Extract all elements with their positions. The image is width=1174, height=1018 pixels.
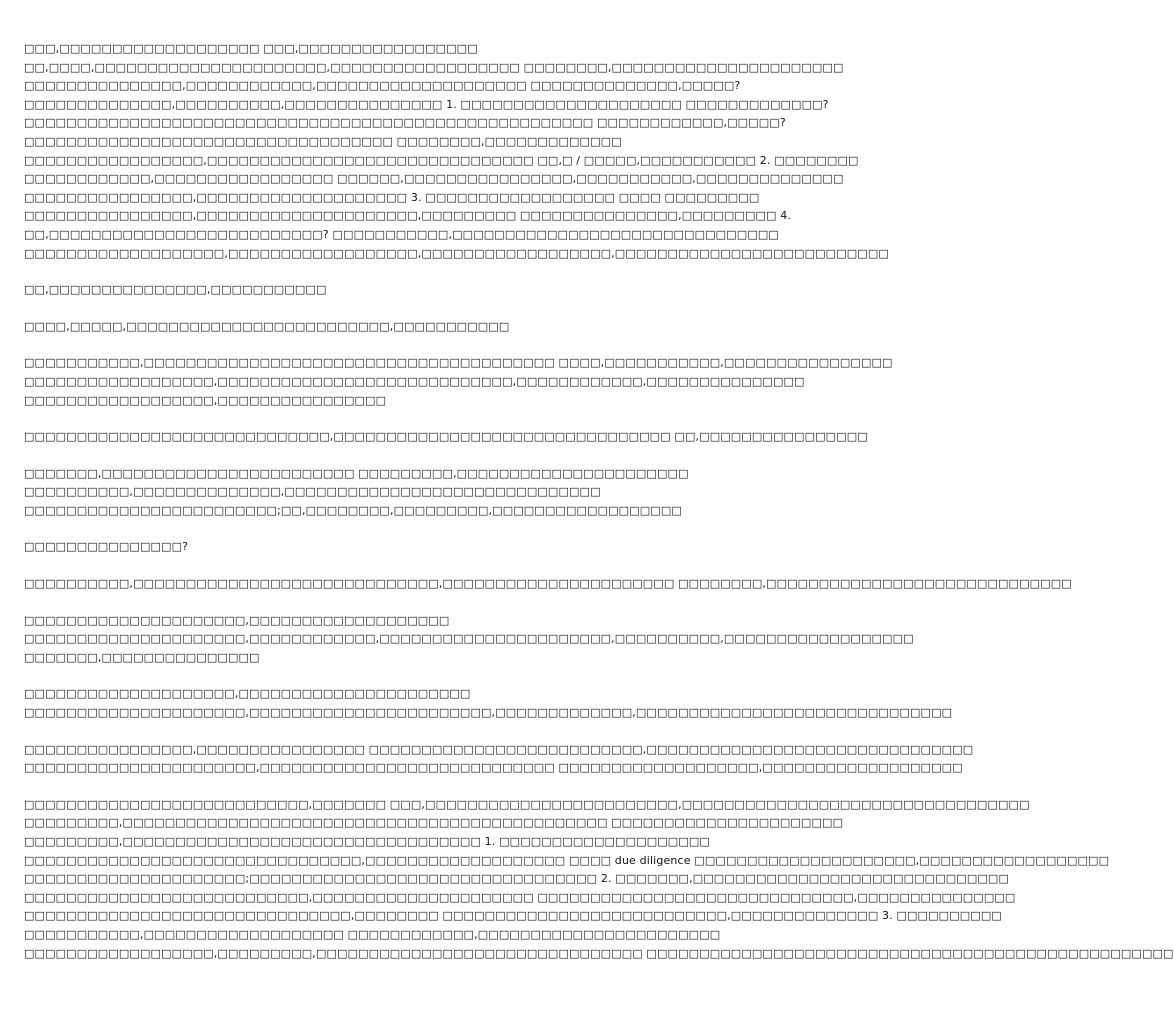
text-line: □□□□□□□□□□□□□□□? [24, 540, 189, 554]
text-line: □□□□□□□□□□□□□□□□□□□,□□□□□□□□□□□□□□□□□□,□□□□□□□□□□□□□□□□□□,□□□□□□□□□□□□□□□□□□□□□□□□□□ [24, 246, 889, 260]
text-line: □□□□□□□,□□□□□□□□□□□□□□□ [24, 650, 260, 664]
text-line: □□□□□□□□□□□□□□□□,□□□□□□□□□□□□□□□□□□□□□,□□□□□□□□□ □□□□□□□□□□□□□□□,□□□□□□□□□ 4. [24, 209, 792, 223]
text-line: □□□□□□□□□□□,□□□□□□□□□□□□□□□□□□□□□□□□□□□□□□□□□□□□□□□ □□□□,□□□□□□□□□□□,□□□□□□□□□□□□□□□□ [24, 356, 893, 370]
paragraph [24, 465, 700, 521]
paragraph [24, 612, 914, 668]
text-line: □□□□□□□□□□□□□□□□□□□□□,□□□□□□□□□□□□,□□□□□□□□□□□□□□□□□□□□□□,□□□□□□□□□□,□□□□□□□□□□□□□□□□□□ [24, 632, 914, 646]
text-line: □□□□□□□□□□□□□□□□□□□□□□□□;□□,□□□□□□□□,□□□□□□□□□,□□□□□□□□□□□□□□□□□□ [24, 503, 682, 517]
text-line: □□□□□□□□□□□□□□□□□,□□□□□□□□□□□□□□□□□□□□□□□□□□□□□□□ □□,□ / □□□□□,□□□□□□□□□□□ 2. □□□□□□□□ [24, 153, 859, 167]
text-line: □□□□□□□□□□□□□□□□□□□□□□□□□□□□□,□□□□□□□□□□□□□□□□□□□□□□□□□□□□□□□□ □□,□□□□□□□□□□□□□□□□ [24, 430, 868, 444]
text-line: □□□□□□□□□□□□□□□□□□□□□□□□□□□□□□□□□□□□□□□□□□□□□□□□□□□□□□ □□□□□□□□□□□□,□□□□□? [24, 116, 786, 130]
text-line: □□□□□□□□□□□□,□□□□□□□□□□□□□□□□□ □□□□□□,□□□□□□□□□□□□□□□□,□□□□□□□□□□□,□□□□□□□□□□□□□□ [24, 172, 844, 186]
text-line: □□□□□□□□□□□□□□□□□□□□□,□□□□□□□□□□□□□□□□□□□□□□□,□□□□□□□□□□□□□,□□□□□□□□□□□□□□□□□□□□□□□□□□□□□□ [24, 706, 953, 720]
paragraph [24, 281, 700, 300]
paragraph [24, 575, 1072, 594]
text-line: □□□□□□□□□□□□□□□□□□□□,□□□□□□□□□□□□□□□□□□□□□□ [24, 687, 471, 701]
paragraph [24, 741, 974, 778]
text-line: □□□□□□□□□□□□□□□□□□,□□□□□□□□□□□□□□□□ [24, 393, 387, 407]
paragraph [24, 354, 893, 410]
text-line: □□□□□□□□□□□□□□□□,□□□□□□□□□□□□□□□□□□□□ 3. □□□□□□□□□□□□□□□□□□ □□□□ □□□□□□□□□ [24, 190, 760, 204]
paragraph [24, 796, 1174, 963]
text-line: □□□□□□□□□□□□□□□□□□□□□□□□□□□□□□□,□□□□□□□□ □□□□□□□□□□□□□□□□□□□□□□□□□□□,□□□□□□□□□□□□□□ 3. □□□□□□□□□□ [24, 909, 1002, 923]
text-line: □□□□□□□□□□□□□□□□□□□□□□□□□□□,□□□□□□□□□□□□□□□□□□□□□ □□□□□□□□□□□□□□□□□□□□□□□□□□□□□□,□□□□□□□□□□□□□□□ [24, 890, 1016, 904]
text-line: □□,□□□□□□□□□□□□□□□□□□□□□□□□□□? □□□□□□□□□□□,□□□□□□□□□□□□□□□□□□□□□□□□□□□□□□□ [24, 227, 779, 241]
text-line: □□□□□□□□□□□□□□□□□□,□□□□□□□□□□□□□□□□□□□□□□□□□□□□,□□□□□□□□□□□□,□□□□□□□□□□□□□□□ [24, 374, 805, 388]
text-line: □□□,□□□□□□□□□□□□□□□□□□□ □□□,□□□□□□□□□□□□□□□□□ [24, 42, 478, 55]
text-line: □□□□□□□□□□□□□□□□□□□□□□□□□□□□□□□□,□□□□□□□□□□□□□□□□□□□ □□□□ due diligence □□□□□□□□□□□□□□□□□□□□□,□□□□□□□□□□□□□□□□□□ [24, 853, 1110, 867]
paragraph [24, 685, 953, 722]
text-line: □□□□□□□□□,□□□□□□□□□□□□□□□□□□□□□□□□□□□□□□□□□□ 1. □□□□□□□□□□□□□□□□□□□□ [24, 835, 710, 848]
text-line: □□□□□□□□□□□□□□□,□□□□□□□□□□□□,□□□□□□□□□□□□□□□□□□□□ □□□□□□□□□□□□□□,□□□□□? [24, 79, 741, 93]
paragraph [24, 40, 889, 263]
text-line: □□□□□□□,□□□□□□□□□□□□□□□□□□□□□□□□ □□□□□□□□□,□□□□□□□□□□□□□□□□□□□□□□ [24, 466, 689, 480]
paragraph [24, 428, 868, 447]
paragraph [24, 538, 700, 557]
text-line: □□□□□□□□□□□□□□□□□□□□□,□□□□□□□□□□□□□□□□□□□ [24, 613, 450, 627]
text-line: □□,□□□□,□□□□□□□□□□□□□□□□□□□□□□,□□□□□□□□□□□□□□□□□□ □□□□□□□□,□□□□□□□□□□□□□□□□□□□□□□ [24, 60, 844, 74]
text-line: □□□□□□□□□□,□□□□□□□□□□□□□□,□□□□□□□□□□□□□□□□□□□□□□□□□□□□□□ [24, 485, 601, 499]
text-line: □□□□□□□□□□□□□□,□□□□□□□□□□,□□□□□□□□□□□□□□□ 1. □□□□□□□□□□□□□□□□□□□□□ □□□□□□□□□□□□□? [24, 97, 829, 111]
text-line: □□□□□□□□□□□,□□□□□□□□□□□□□□□□□□□ □□□□□□□□□□□□,□□□□□□□□□□□□□□□□□□□□□□□ [24, 927, 721, 941]
text-line: □□□□□□□□□,□□□□□□□□□□□□□□□□□□□□□□□□□□□□□□□□□□□□□□□□□□□□□□ □□□□□□□□□□□□□□□□□□□□□□ [24, 816, 844, 830]
text-line: □□□□□□□□□□□□□□□□,□□□□□□□□□□□□□□□□ □□□□□□□□□□□□□□□□□□□□□□□□□□,□□□□□□□□□□□□□□□□□□□□□□□□□□□□□□□ [24, 742, 974, 756]
text-line: □□□□□□□□□□□□□□□□□□□□□□□□□□□,□□□□□□□ □□□,□□□□□□□□□□□□□□□□□□□□□□□□,□□□□□□□□□□□□□□□□□□□□□□□□□□□□□□□□□ [24, 797, 1030, 811]
text-line: □□,□□□□□□□□□□□□□□□,□□□□□□□□□□□ [24, 283, 327, 297]
text-line: □□□□□□□□□□□□□□□□□□,□□□□□□□□□,□□□□□□□□□□□□□□□□□□□□□□□□□□□□□□□ □□□□□□□□□□□□□□□□□□□□□□□□□□□□□□□□□□□□□□□□□□□□□□□□□□ [24, 946, 1174, 960]
text-line: □□□□□□□□□□□□□□□□□□□□□□□□□□□□□□□□□□□ □□□□□□□□,□□□□□□□□□□□□□ [24, 134, 622, 148]
text-line: □□□□□□□□□□□□□□□□□□□□□;□□□□□□□□□□□□□□□□□□□□□□□□□□□□□□□□□ 2. □□□□□□□,□□□□□□□□□□□□□□□□□□□□□□□□□□□□□□ [24, 872, 1010, 886]
text-line: □□□□□□□□□□□□□□□□□□□□□□,□□□□□□□□□□□□□□□□□□□□□□□□□□□□ □□□□□□□□□□□□□□□□□□□,□□□□□□□□□□□□□□□□□□□ [24, 761, 963, 775]
text-line: □□□□□□□□□□,□□□□□□□□□□□□□□□□□□□□□□□□□□□□□,□□□□□□□□□□□□□□□□□□□□□□ □□□□□□□□,□□□□□□□□□□□□□□□□□□□□□□□□□□□□□ [24, 577, 1072, 591]
paragraph [24, 318, 700, 337]
text-line: □□□□,□□□□□,□□□□□□□□□□□□□□□□□□□□□□□□□,□□□□□□□□□□□ [24, 319, 510, 333]
